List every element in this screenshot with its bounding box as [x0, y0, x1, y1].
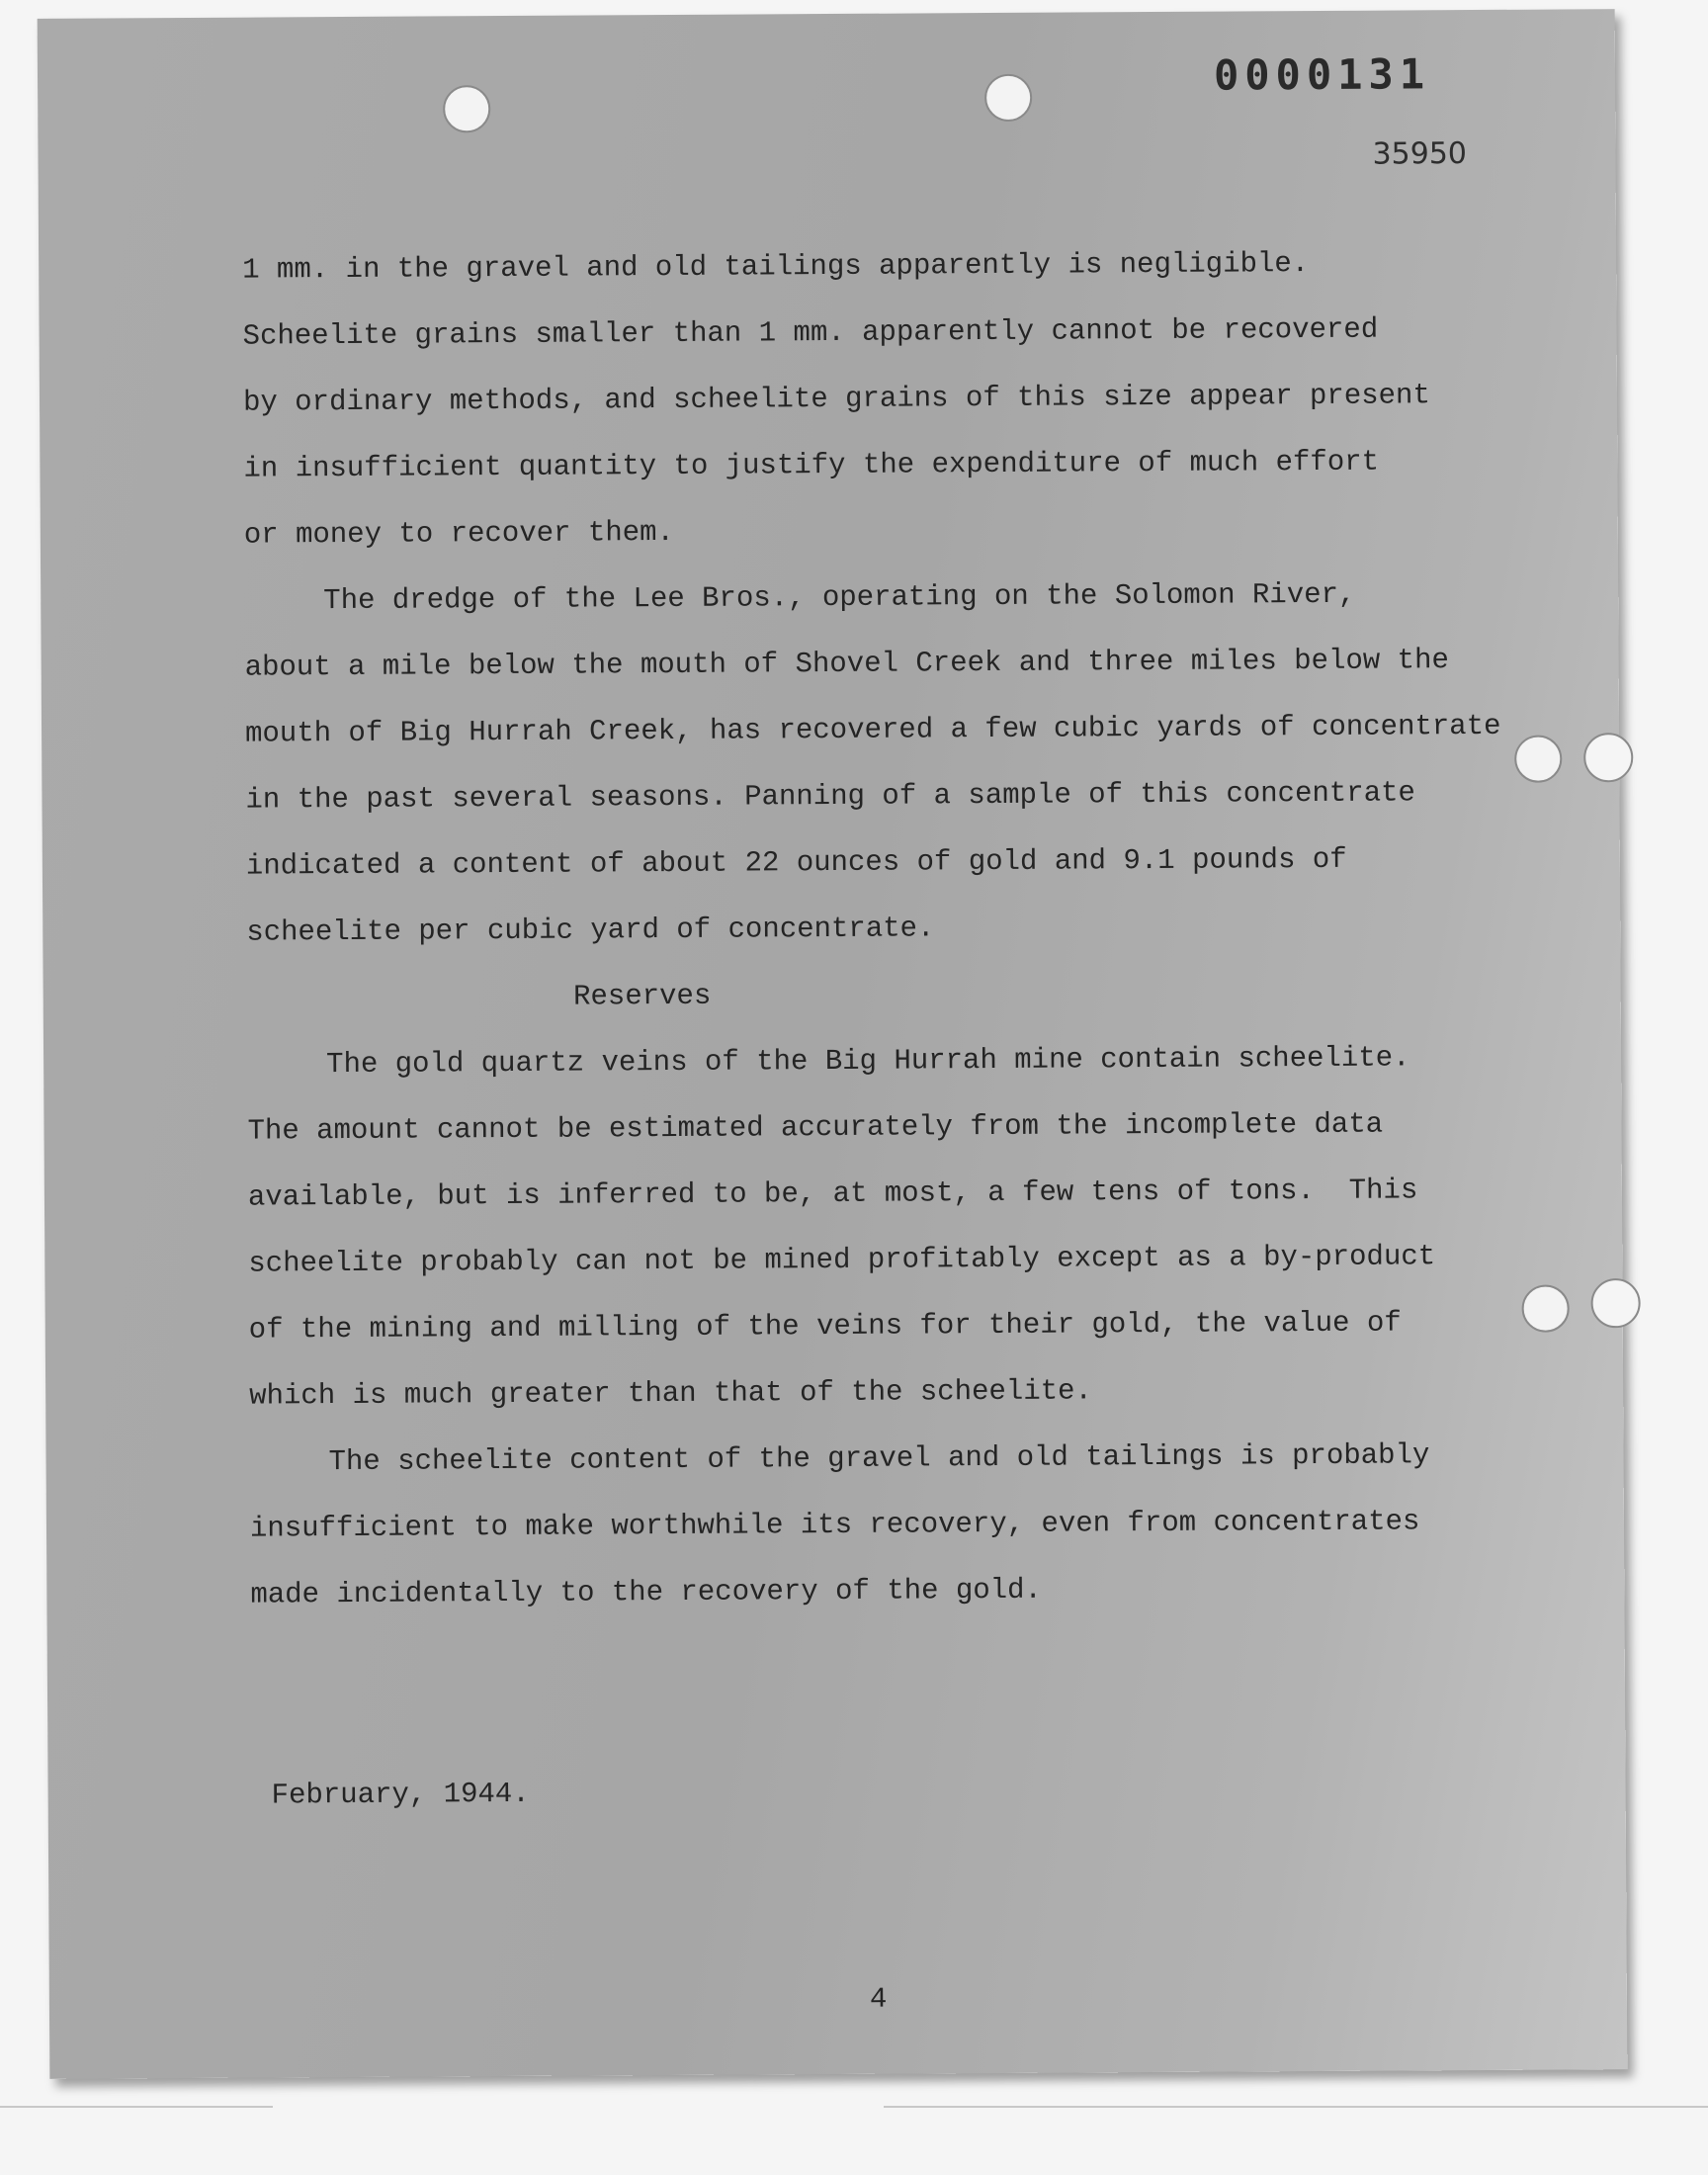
- text-line: which is much greater than that of the scheelite.: [249, 1374, 1092, 1413]
- punch-hole: [1514, 735, 1562, 782]
- text-line: The gold quartz veins of the Big Hurrah mine contain scheelite.: [326, 1041, 1410, 1082]
- text-line: scheelite probably can not be mined profitably except as a by-product: [248, 1240, 1436, 1280]
- edge-notch: [1583, 733, 1633, 782]
- text-line: about a mile below the mouth of Shovel Creek and three miles below the: [244, 644, 1449, 684]
- punch-hole: [984, 74, 1032, 122]
- punch-hole: [443, 85, 490, 132]
- text-line: of the mining and milling of the veins for their gold, the value of: [248, 1306, 1402, 1347]
- text-line: Scheelite grains smaller than 1 mm. apparently cannot be recovered: [242, 312, 1379, 353]
- text-line: indicated a content of about 22 ounces of gold and 9.1 pounds of: [245, 842, 1347, 883]
- text-line: in insufficient quantity to justify the expenditure of much effort: [243, 445, 1380, 485]
- body-text: [242, 229, 1516, 1628]
- text-line: The scheelite content of the gravel and old tailings is probably: [328, 1438, 1430, 1479]
- text-line: 1 mm. in the gravel and old tailings apparently is negligible.: [242, 247, 1310, 287]
- text-line: The dredge of the Lee Bros., operating on the Solomon River,: [323, 577, 1356, 618]
- edge-notch: [1590, 1278, 1640, 1328]
- text-line: by ordinary methods, and scheelite grains of this size appear present: [242, 379, 1430, 419]
- stamped-page-number: 0000131: [1213, 49, 1431, 100]
- text-line: available, but is inferred to be, at most, a few tens of tons. This: [247, 1174, 1418, 1214]
- scan-edge-line: [884, 2106, 1708, 2108]
- document-page: [38, 9, 1628, 2079]
- text-line: scheelite per cubic yard of concentrate.: [246, 912, 935, 949]
- punch-hole: [1522, 1284, 1570, 1332]
- text-line: made incidentally to the recovery of the gold.: [250, 1573, 1043, 1611]
- text-line: mouth of Big Hurrah Creek, has recovered a few cubic yards of concentrate: [244, 709, 1501, 750]
- text-line: in the past several seasons. Panning of a sample of this concentrate: [245, 776, 1415, 817]
- text-line: or money to recover them.: [243, 515, 675, 552]
- page-number: 4: [869, 1982, 888, 2016]
- scan-edge-line: [0, 2106, 273, 2108]
- text-line: insufficient to make worthwhile its recovery, even from concentrates: [249, 1505, 1420, 1545]
- handwritten-document-number: 35950: [1372, 136, 1468, 172]
- text-line: The amount cannot be estimated accurately from the incomplete data: [247, 1107, 1384, 1148]
- document-date: February, 1944.: [271, 1777, 530, 1812]
- section-heading: Reserves: [572, 979, 712, 1013]
